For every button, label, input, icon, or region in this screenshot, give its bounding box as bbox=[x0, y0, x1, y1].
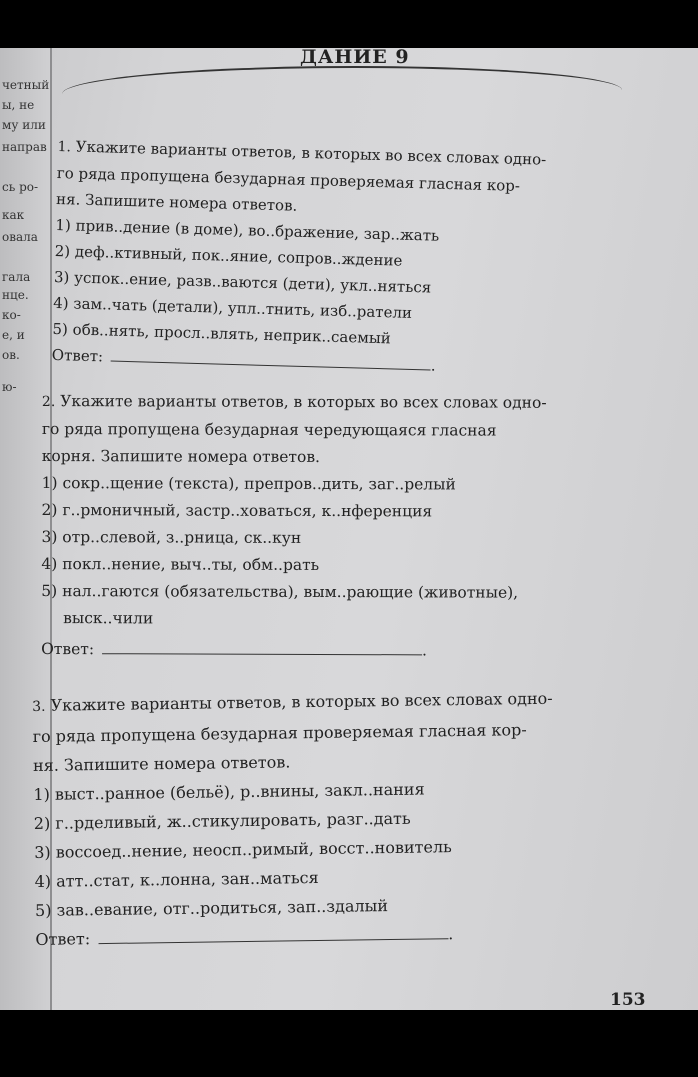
task-3 bbox=[32, 684, 556, 954]
option-item-continued: выск..чили bbox=[63, 609, 154, 628]
page-number: 153 bbox=[610, 990, 646, 1010]
option-item: 2) г..рделивый, ж..стикулировать, разг..дать bbox=[33, 808, 411, 833]
option-item: 5) обв..нять, просл..влять, неприк..саемый bbox=[52, 319, 392, 348]
left-fragment: ы, не bbox=[2, 98, 35, 112]
answer-label: Ответ: bbox=[41, 639, 95, 659]
task-text: Укажите варианты ответов, в которых во всех словах одно- bbox=[50, 688, 553, 715]
answer-row bbox=[41, 636, 546, 665]
options-list bbox=[41, 470, 546, 634]
option-item: 1) прив..дение (в доме), во..бражение, зар..жать bbox=[55, 215, 440, 245]
options-list bbox=[33, 773, 555, 925]
task-number: 1. bbox=[57, 138, 72, 156]
left-fragment: как bbox=[2, 208, 25, 222]
left-fragment: ю- bbox=[2, 380, 17, 394]
option-item: 5) нал..гаются (обязательства), вым..рающие (животные), bbox=[41, 581, 519, 602]
answer-label: Ответ: bbox=[51, 345, 104, 366]
option-item: 3) воссоед..нение, неосп..римый, восст..новитель bbox=[34, 837, 452, 862]
left-fragment: му или bbox=[2, 118, 46, 132]
task-text: го ряда пропущена безударная проверяемая гласная кор- bbox=[56, 163, 521, 195]
photo-frame bbox=[0, 48, 698, 1010]
left-fragment: направ bbox=[2, 140, 47, 154]
task-text: ня. Запишите номера ответов. bbox=[32, 752, 291, 775]
task-number: 2. bbox=[41, 393, 56, 411]
option-item: 2) г..рмоничный, застр..ховаться, к..нференция bbox=[41, 500, 433, 521]
answer-line[interactable] bbox=[98, 924, 448, 944]
option-item: 4) покл..нение, выч..ты, обм..рать bbox=[41, 554, 320, 574]
task-text: го ряда пропущена безударная проверяемая гласная кор- bbox=[32, 720, 527, 746]
option-item: 1) выст..ранное (бельё), р..внины, закл..нания bbox=[33, 779, 425, 804]
task-2 bbox=[41, 388, 547, 665]
task-2-line-1 bbox=[42, 388, 547, 418]
option-item: 2) деф..ктивный, пок..яние, сопров..ждение bbox=[54, 241, 403, 270]
heading-rule bbox=[62, 66, 622, 108]
left-fragment: овала bbox=[2, 230, 38, 244]
left-fragment: е, и bbox=[2, 328, 25, 342]
answer-line[interactable] bbox=[102, 639, 422, 655]
option-item: 3) успок..ение, разв..ваются (дети), укл..няться bbox=[53, 267, 432, 297]
answer-period: . bbox=[422, 641, 428, 660]
task-1 bbox=[51, 133, 546, 382]
answer-row bbox=[35, 918, 556, 954]
option-item: 3) отр..слевой, з..рница, ск..кун bbox=[41, 527, 302, 547]
options-list bbox=[52, 212, 544, 356]
section-heading: ДАНИЕ 9 bbox=[300, 48, 410, 68]
answer-period: . bbox=[430, 356, 436, 375]
task-text: Укажите варианты ответов, в которых во всех словах одно- bbox=[75, 137, 547, 169]
task-text: Укажите варианты ответов, в которых во всех словах одно- bbox=[60, 392, 547, 412]
task-number: 3. bbox=[32, 698, 46, 715]
answer-label: Ответ: bbox=[35, 929, 91, 949]
option-item: 1) сокр..щение (текста), препров..дить, заг..релый bbox=[41, 473, 456, 494]
task-text: го ряда пропущена безударная чередующаяся гласная bbox=[41, 419, 497, 440]
left-fragment: ов. bbox=[2, 348, 20, 362]
answer-period: . bbox=[447, 924, 454, 944]
task-text: ня. Запишите номера ответов. bbox=[55, 189, 298, 215]
left-fragment: нце. bbox=[2, 288, 29, 302]
task-text: корня. Запишите номера ответов. bbox=[41, 446, 321, 466]
left-fragment: ко- bbox=[2, 308, 21, 322]
option-item: 5) зав..евание, отг..родиться, зап..здалый bbox=[34, 896, 389, 920]
left-fragment: сь ро- bbox=[2, 180, 39, 194]
option-item: 4) зам..чать (детали), упл..тнить, изб..ратели bbox=[53, 293, 413, 322]
option-item: 4) атт..стат, к..лонна, зан..маться bbox=[34, 868, 319, 891]
left-fragment: четный bbox=[2, 78, 50, 92]
left-fragment: гала bbox=[2, 270, 31, 284]
